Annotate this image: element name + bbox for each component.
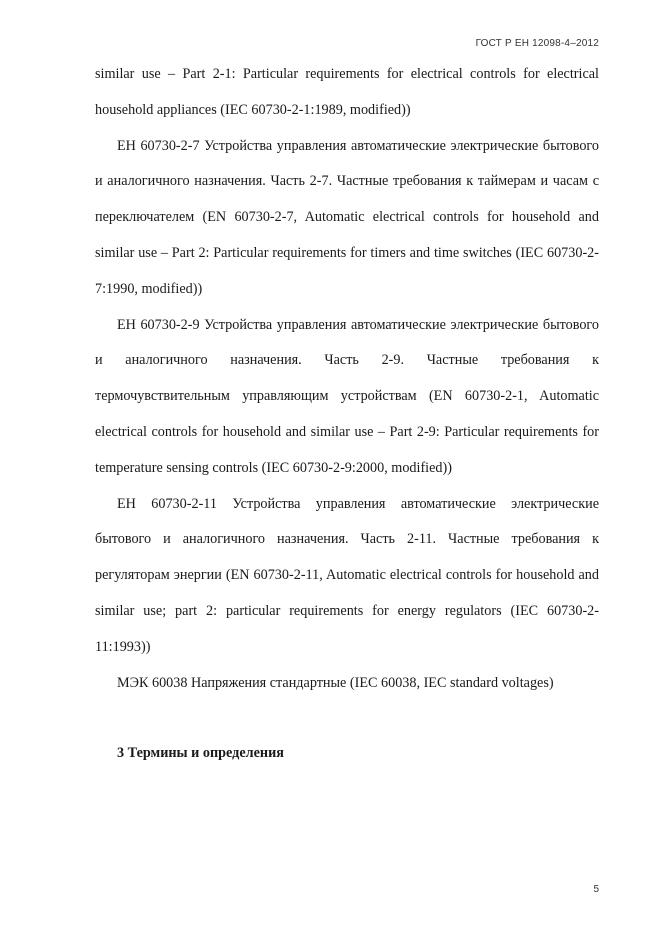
- references-text: [95, 57, 599, 701]
- reference-paragraph: similar use – Part 2-1: Particular requirements for electrical controls for electrical household appliances (IEC 60730-2-1:1989, modified)): [95, 66, 599, 118]
- document-code-header: ГОСТ Р ЕН 12098-4–2012: [475, 38, 599, 49]
- reference-paragraph: ЕН 60730-2-9 Устройства управления автоматические электрические бытового и аналогичного назначения. Часть 2-9. Частные требования к термочувствительным управляющим устройствам (EN 60730-2-1, Automatic electrical controls for household and similar use – Part 2-9: Particular requirements for temperature sensing controls (IEC 60730-2-9:2000, modified)): [95, 316, 599, 476]
- page-number: 5: [593, 884, 599, 895]
- reference-paragraph: МЭК 60038 Напряжения стандартные (IEC 60038, IEC standard voltages): [117, 674, 554, 691]
- section-heading: 3 Термины и определения: [117, 745, 284, 761]
- reference-paragraph: ЕН 60730-2-11 Устройства управления автоматические электрические бытового и аналогичного назначения. Часть 2-11. Частные требования к регуляторам энергии (EN 60730-2-11, Automatic electrical controls for household and similar use; part 2: particular requirements for energy regulators (IEC 60730-2-11:1993)): [95, 495, 599, 655]
- reference-paragraph: ЕН 60730-2-7 Устройства управления автоматические электрические бытового и аналогичного назначения. Часть 2-7. Частные требования к таймерам и часам с переключателем (EN 60730-2-7, Automatic electrical controls for household and similar use – Part 2: Particular requirements for timers and time switches (IEC 60730-2-7:1990, modified)): [95, 137, 599, 297]
